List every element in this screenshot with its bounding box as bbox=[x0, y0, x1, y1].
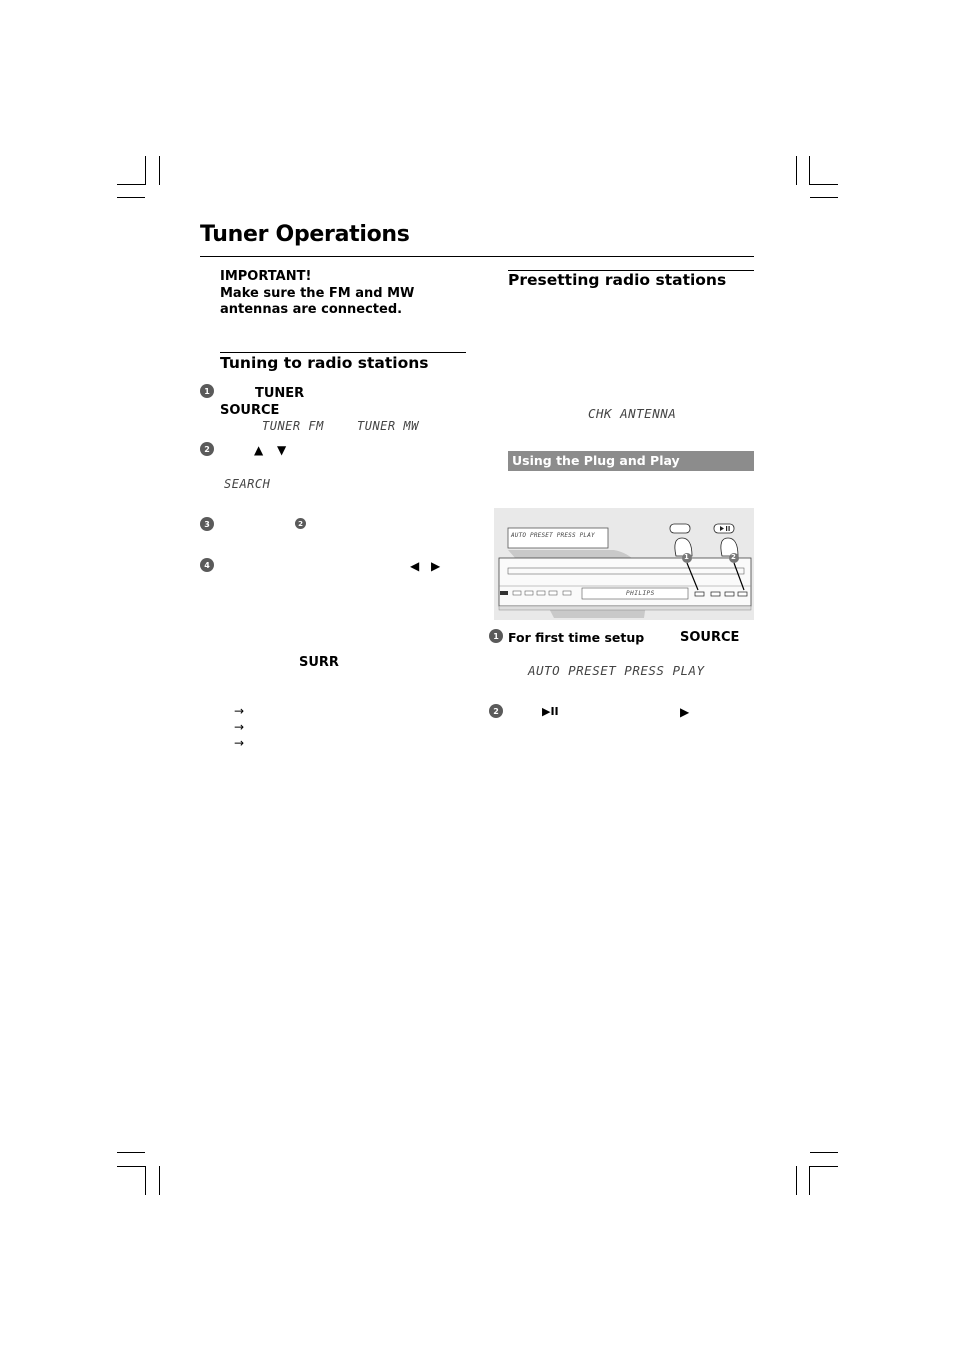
crop-mark bbox=[145, 1166, 146, 1195]
left-arrow-icon: ◀ bbox=[410, 559, 420, 573]
surr-key: SURR bbox=[299, 655, 339, 670]
tuner-key: TUNER bbox=[255, 386, 305, 401]
callout-2-label: 2 bbox=[731, 553, 736, 561]
display-search: SEARCH bbox=[224, 477, 271, 491]
important-line-2: antennas are connected. bbox=[220, 302, 403, 317]
pnp-step-2-bullet: 2 bbox=[489, 704, 503, 718]
pnp-step-1-bullet: 1 bbox=[489, 629, 503, 643]
presetting-heading: Presetting radio stations bbox=[508, 271, 727, 289]
step-4-bullet: 4 bbox=[200, 558, 214, 572]
right-arrow-icon: ▶ bbox=[431, 559, 441, 573]
device-illustration bbox=[494, 508, 754, 620]
crop-mark bbox=[809, 1166, 810, 1195]
crop-mark bbox=[810, 1166, 838, 1167]
display-tuner-fm: TUNER FM bbox=[262, 419, 324, 433]
step-1-bullet: 1 bbox=[200, 384, 214, 398]
crop-mark bbox=[117, 1152, 145, 1153]
crop-mark bbox=[159, 156, 160, 185]
important-line-1: Make sure the FM and MW bbox=[220, 286, 415, 301]
up-arrow-icon: ▲ bbox=[254, 443, 264, 457]
display-chk-antenna: CHK ANTENNA bbox=[588, 406, 677, 421]
crop-mark bbox=[810, 184, 838, 185]
step-ref-bullet: 2 bbox=[295, 518, 306, 529]
play-pause-icon: ▶II bbox=[542, 705, 559, 718]
important-label: IMPORTANT! bbox=[220, 269, 312, 284]
device-lcd-text: AUTO PRESET PRESS PLAY bbox=[511, 532, 595, 539]
tuning-heading: Tuning to radio stations bbox=[220, 354, 429, 372]
first-time-setup-text: For first time setup bbox=[508, 630, 645, 645]
crop-mark bbox=[810, 197, 838, 198]
crop-mark bbox=[117, 184, 145, 185]
arrow-3: → bbox=[234, 736, 245, 750]
tuning-rule bbox=[220, 352, 466, 353]
crop-mark bbox=[796, 1166, 797, 1195]
display-tuner-mw: TUNER MW bbox=[357, 419, 419, 433]
step-2-bullet: 2 bbox=[200, 442, 214, 456]
source-key-2: SOURCE bbox=[680, 630, 740, 645]
crop-mark bbox=[796, 156, 797, 185]
source-key: SOURCE bbox=[220, 403, 280, 418]
crop-mark bbox=[117, 197, 145, 198]
arrow-2: → bbox=[234, 720, 245, 734]
arrow-1: → bbox=[234, 704, 245, 718]
crop-mark bbox=[145, 156, 146, 185]
plug-and-play-banner: Using the Plug and Play bbox=[508, 451, 754, 471]
crop-mark bbox=[809, 156, 810, 185]
step-3-bullet: 3 bbox=[200, 517, 214, 531]
crop-mark bbox=[159, 1166, 160, 1195]
crop-mark bbox=[117, 1166, 145, 1167]
callout-1-label: 1 bbox=[684, 553, 689, 561]
down-arrow-icon: ▼ bbox=[277, 443, 287, 457]
page-title: Tuner Operations bbox=[200, 222, 410, 247]
title-divider bbox=[200, 256, 754, 257]
play-icon: ▶ bbox=[680, 705, 690, 719]
device-drawing bbox=[494, 508, 754, 620]
device-brand: PHILIPS bbox=[626, 590, 655, 597]
crop-mark bbox=[810, 1152, 838, 1153]
display-auto-preset: AUTO PRESET PRESS PLAY bbox=[528, 663, 705, 678]
